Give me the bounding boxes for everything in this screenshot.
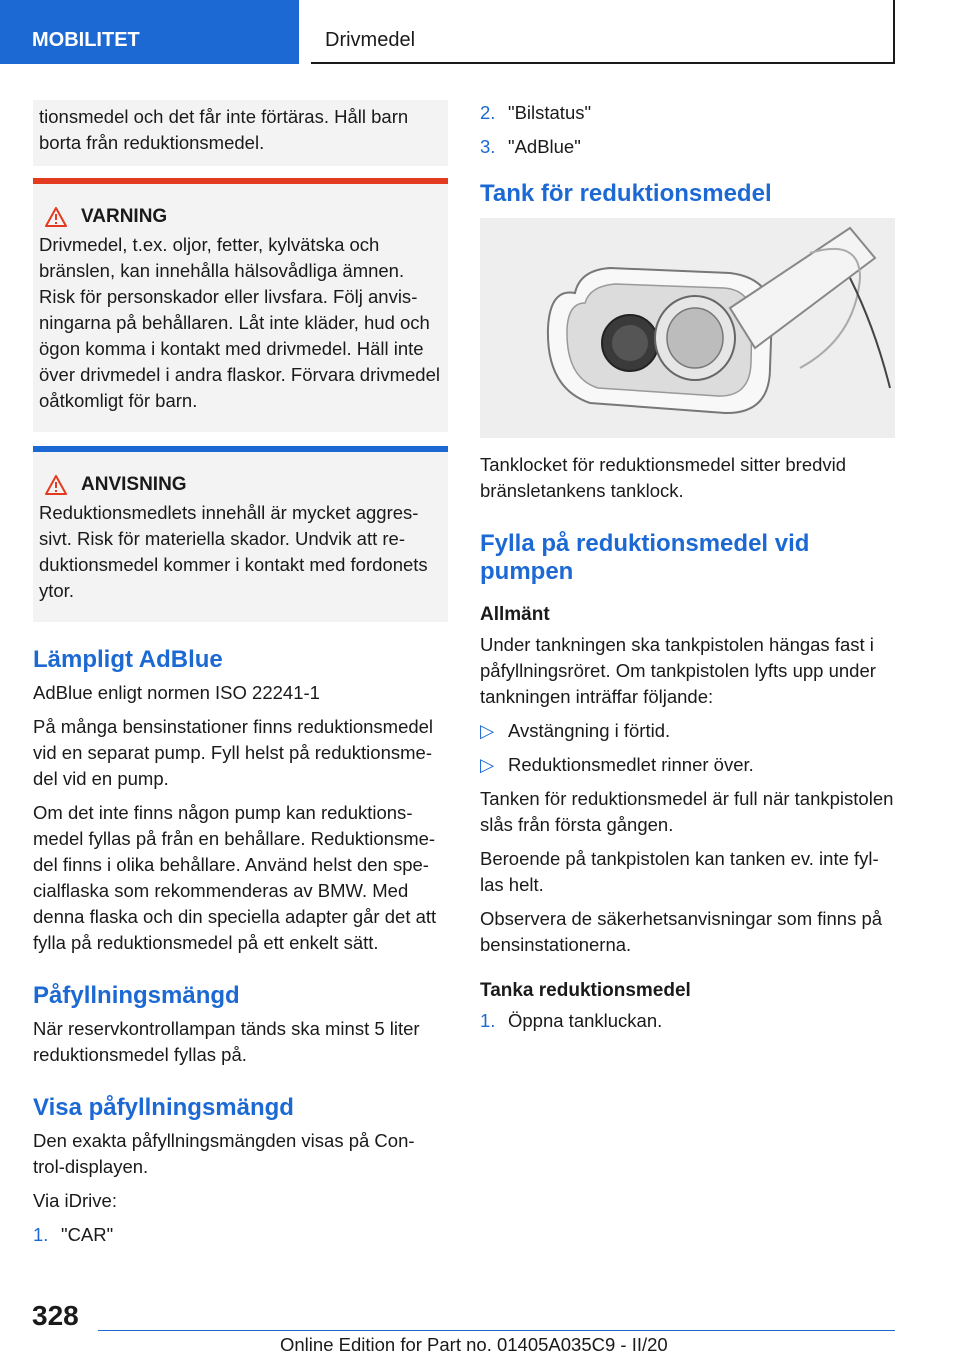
notice-box: [33, 446, 448, 622]
step-number: 1.: [33, 1224, 49, 1245]
notice-text: Reduktionsmedlets innehåll är mycket aggressivt. Risk för materiella skador. Undvik att reduktionsmedel kommer i kontakt med fordonets ytor.: [39, 502, 428, 601]
suitable-pump-text: På många bensinstationer finns reduktionsmedel vid en separat pump. Fyll helst på reduktionsmedel vid en pump.: [33, 716, 434, 789]
page-number: 328: [32, 1300, 79, 1331]
general-text-1: Under tankningen ska tankpistolen hängas fast i påfyllningsröret. Om tankpistolen lyfts upp under tankningen inträffar följande:: [480, 634, 876, 707]
intro-text: tionsmedel och det får inte förtäras. Håll barn borta från reduktionsmedel.: [39, 106, 409, 153]
tank-heading: Tank för reduktionsmedel: [480, 180, 772, 207]
warning-triangle-icon: [45, 207, 67, 227]
step-text: "Bilstatus": [508, 102, 592, 123]
warning-box: [33, 178, 448, 432]
triangle-bullet-icon: ▷: [480, 754, 495, 775]
warning-header: [39, 206, 442, 228]
notice-header: [39, 474, 442, 496]
right-column: [480, 100, 895, 1042]
step-text: Öppna tankluckan.: [508, 1010, 663, 1031]
suitable-adblue-heading: Lämpligt AdBlue: [33, 646, 223, 673]
general-text-2: Tanken för reduktionsmedel är full när tankpistolen slås från första gången.: [480, 788, 894, 835]
tank-cap-drawing: [480, 218, 895, 438]
general-heading: Allmänt: [480, 604, 550, 625]
footer-divider: [98, 1330, 895, 1331]
idrive-step-1: [33, 1222, 448, 1248]
bullet-text: Reduktionsmedlet rinner över.: [508, 754, 754, 775]
step-number: 3.: [480, 136, 496, 157]
refuel-heading: Tanka reduktionsmedel: [480, 980, 691, 1001]
idrive-step-2: [480, 100, 895, 126]
triangle-bullet-icon: ▷: [480, 720, 495, 741]
tank-cap-illustration: [480, 218, 895, 438]
suitable-norm-text: AdBlue enligt normen ISO 22241‑1: [33, 682, 320, 703]
step-number: 2.: [480, 102, 496, 123]
chapter-title: Drivmedel: [325, 29, 416, 51]
chapter-header: [311, 0, 895, 64]
idrive-text: Via iDrive:: [33, 1190, 117, 1211]
list-item: [480, 718, 895, 744]
warning-title: VARNING: [81, 206, 168, 227]
quantity-heading: Påfyllningsmängd: [33, 982, 240, 1009]
tank-caption: Tanklocket för reduktionsmedel sitter bredvid bränsletankens tanklock.: [480, 454, 847, 501]
show-quantity-heading: Visa påfyllningsmängd: [33, 1094, 294, 1121]
warning-text: Drivmedel, t.ex. oljor, fetter, kylvätska och bränslen, kan innehålla hälsovådliga ämnen. Risk för personskador eller livsfara. Följ anvisningarna på behållaren. Låt inte kläder, hud och ögon komma i kontakt med drivmedel. Häll inte över drivmedel i andra flaskor. Förvara drivmedel oåtkomligt för barn.: [39, 234, 440, 411]
bullet-text: Avstängning i förtid.: [508, 720, 671, 741]
notice-title: ANVISNING: [81, 474, 187, 495]
step-number: 1.: [480, 1010, 496, 1031]
suitable-container-text: Om det inte finns någon pump kan reduktionsmedel fyllas på från en behållare. Reduktionsmedel finns i olika behållare. Använd helst den specialflaska som rekommenderas av BMW. Med denna flaska och din speciella adapter går det att fylla på reduktionsmedel på ett enkelt sätt.: [33, 802, 437, 953]
section-tab: [0, 0, 299, 64]
show-quantity-text: Den exakta påfyllningsmängden visas på Control‑displayen.: [33, 1130, 415, 1177]
quantity-text: När reservkontrollampan tänds ska minst 5 liter reduktionsmedel fyllas på.: [33, 1018, 420, 1065]
left-column: [33, 100, 448, 1256]
intro-box: [33, 100, 448, 166]
notice-triangle-icon: [45, 475, 67, 495]
section-title: MOBILITET: [32, 29, 140, 51]
list-item: [480, 752, 895, 778]
refuel-step-1: [480, 1008, 895, 1034]
fill-at-pump-heading: Fylla på reduktionsmedel vid pumpen: [480, 530, 810, 585]
general-text-4: Observera de säkerhetsanvisningar som finns på bensinstationerna.: [480, 908, 883, 955]
step-text: "AdBlue": [508, 136, 581, 157]
general-text-3: Beroende på tankpistolen kan tanken ev. inte fyllas helt.: [480, 848, 879, 895]
idrive-step-3: [480, 134, 895, 160]
step-text: "CAR": [61, 1224, 114, 1245]
footer-edition: Online Edition for Part no. 01405A035C9 - II/20: [280, 1334, 668, 1355]
